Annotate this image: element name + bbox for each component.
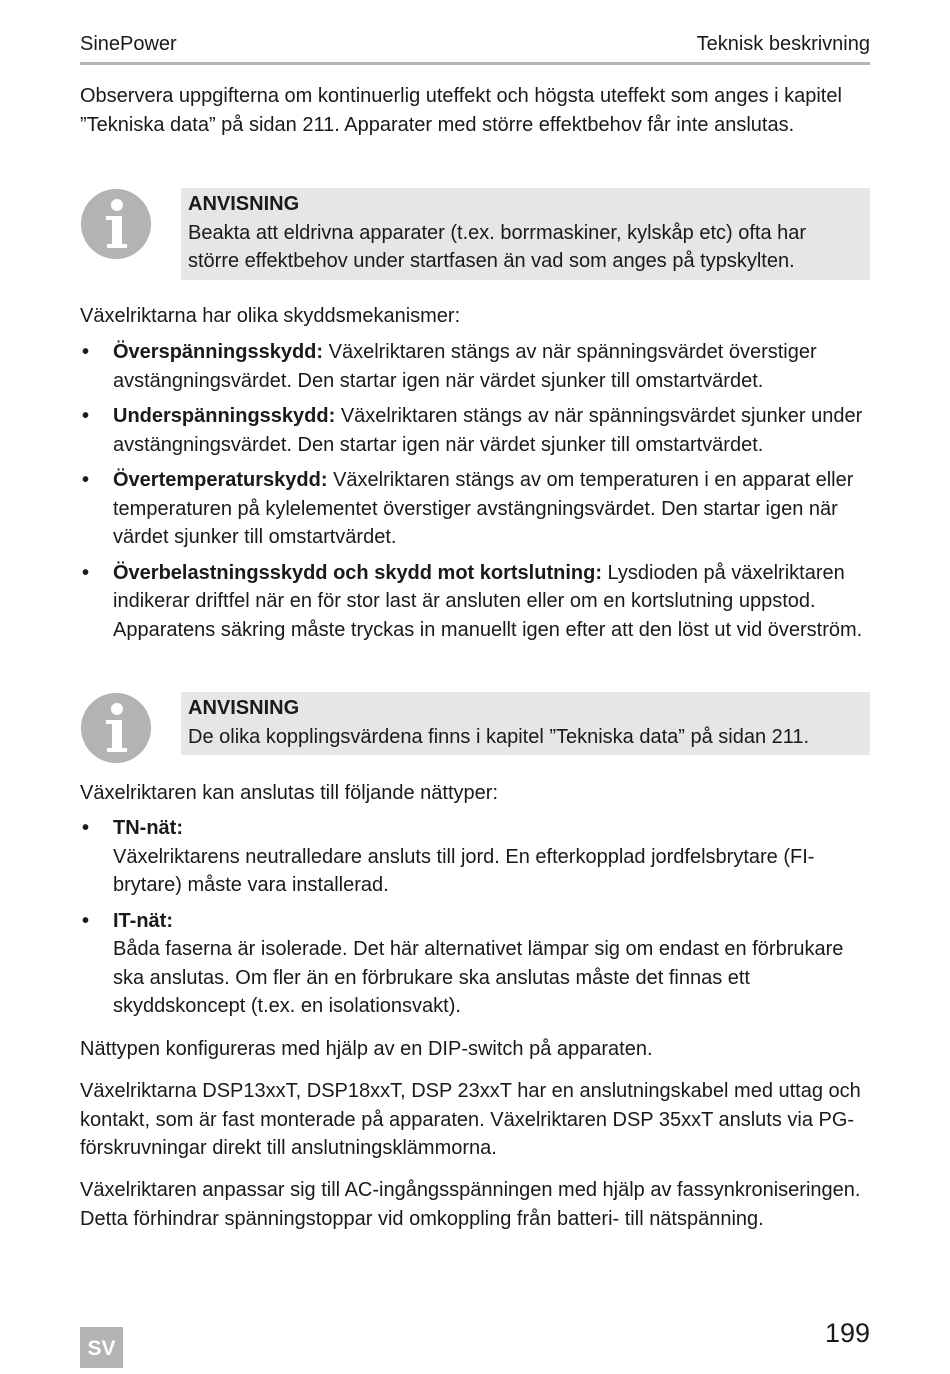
protection-intro: Växelriktarna har olika skyddsmekanismer: [80, 305, 461, 327]
list-item: • Överspänningsskydd: Växelriktaren stängs av när spänningsvärdet överstiger avstängningsvärdet. Den startar igen när värdet sjunker till omstartvärdet. [82, 341, 817, 392]
note-content-1 [181, 188, 870, 280]
item-text: Växelriktaren stängs av när spänningsvärdet sjunker under avstängningsvärdet. Den startar igen när värdet sjunker till omstartvärdet. [113, 405, 863, 456]
header-product: SinePower [80, 33, 177, 55]
note-text-1: Beakta att eldrivna apparater (t.ex. borrmaskiner, kylskåp etc) ofta har större effektbehov under startfasen än vad som anges på typskylten. [188, 221, 807, 272]
item-term: Överbelastningsskydd och skydd mot kortslutning: [113, 561, 602, 584]
item-text: Lysdioden på växelriktaren indikerar driftfel när en för stor last är ansluten eller om en kortslutning uppstod. Apparatens säkring måste tryckas in manuellt igen efter att den löst ut vid överström. [113, 561, 863, 641]
sync-paragraph: Växelriktaren anpassar sig till AC-ingångsspänningen med hjälp av fassynkroniseringen. Detta förhindrar spänningstoppar vid omkoppling från batteri- till nätspänning. [80, 1179, 861, 1230]
page-number: 199 [824, 1318, 870, 1348]
info-icon [80, 188, 152, 260]
item-text: Växelriktaren stängs av när spänningsvärdet överstiger avstängningsvärdet. Den startar igen när värdet sjunker till omstartvärdet. [113, 341, 817, 392]
list-item: • TN-nät: Växelriktarens neutralledare ansluts till jord. En efterkopplad jordfelsbrytare (FI-brytare) måste vara installerad. [82, 817, 815, 896]
note-title-1: ANVISNING [188, 193, 300, 215]
note-title-2: ANVISNING [188, 697, 300, 719]
dip-paragraph: Nättypen konfigureras med hjälp av en DIP-switch på apparaten. [80, 1038, 653, 1060]
note-content-2 [181, 692, 870, 755]
network-list [80, 814, 870, 1028]
item-term: Överspänningsskydd: [113, 341, 324, 363]
intro-paragraph: Observera uppgifterna om kontinuerlig uteffekt och högsta uteffekt som anges i kapitel ”Tekniska data” på sidan 211. Apparater med större effektbehov får inte anslutas. [80, 85, 842, 136]
item-text: Båda faserna är isolerade. Det här alternativet lämpar sig om endast en förbrukare ska anslutas. Om fler än en förbrukare ska anslutas måste det finnas ett skyddskoncept (t.ex. en isolationsvakt). [113, 938, 844, 1017]
item-term: IT-nät: [113, 909, 173, 932]
page-header [80, 31, 870, 65]
protection-list [80, 338, 870, 651]
language-badge: SV [80, 1327, 123, 1368]
models-paragraph: Växelriktarna DSP13xxT, DSP18xxT, DSP 23xxT har en anslutningskabel med uttag och kontakt, som är fast monterade på apparaten. Växelriktaren DSP 35xxT ansluts via PG-förskruvningar direkt till anslutningsklämmorna. [80, 1080, 861, 1159]
info-icon [80, 692, 152, 764]
item-text: Växelriktarens neutralledare ansluts till jord. En efterkopplad jordfelsbrytare (FI-brytare) måste vara installerad. [113, 845, 815, 896]
item-term: TN-nät: [113, 817, 183, 839]
list-item: • IT-nät: Båda faserna är isolerade. Det här alternativet lämpar sig om endast en förbrukare ska anslutas. Om fler än en förbrukare ska anslutas måste det finnas ett skyddskoncept (t.ex. en isolationsvakt). [82, 909, 844, 1017]
item-term: Övertemperaturskydd: [113, 469, 328, 491]
note-text-2: De olika kopplingsvärdena finns i kapitel ”Tekniska data” på sidan 211. [188, 725, 810, 748]
list-item: • Underspänningsskydd: Växelriktaren stängs av när spänningsvärdet sjunker under avstängningsvärdet. Den startar igen när värdet sjunker till omstartvärdet. [82, 405, 863, 456]
header-section: Teknisk beskrivning [696, 33, 870, 55]
item-text: Växelriktaren stängs av om temperaturen i en apparat eller temperaturen på kylelementet överstiger avstängningsvärdet. Den startar igen när värdet sjunker till omstartvärdet. [113, 469, 854, 548]
item-term: Underspänningsskydd: [113, 405, 336, 427]
list-item: • Övertemperaturskydd: Växelriktaren stängs av om temperaturen i en apparat eller temperaturen på kylelementet överstiger avstängningsvärdet. Den startar igen när värdet sjunker till omstartvärdet. [82, 469, 854, 548]
list-item: • Överbelastningsskydd och skydd mot kortslutning: Lysdioden på växelriktaren indikerar driftfel när en för stor last är ansluten eller om en kortslutning uppstod. Apparatens säkring måste tryckas in manuellt igen efter att den löst ut vid överström. [82, 561, 863, 641]
network-intro: Växelriktaren kan anslutas till följande nättyper: [80, 782, 499, 804]
